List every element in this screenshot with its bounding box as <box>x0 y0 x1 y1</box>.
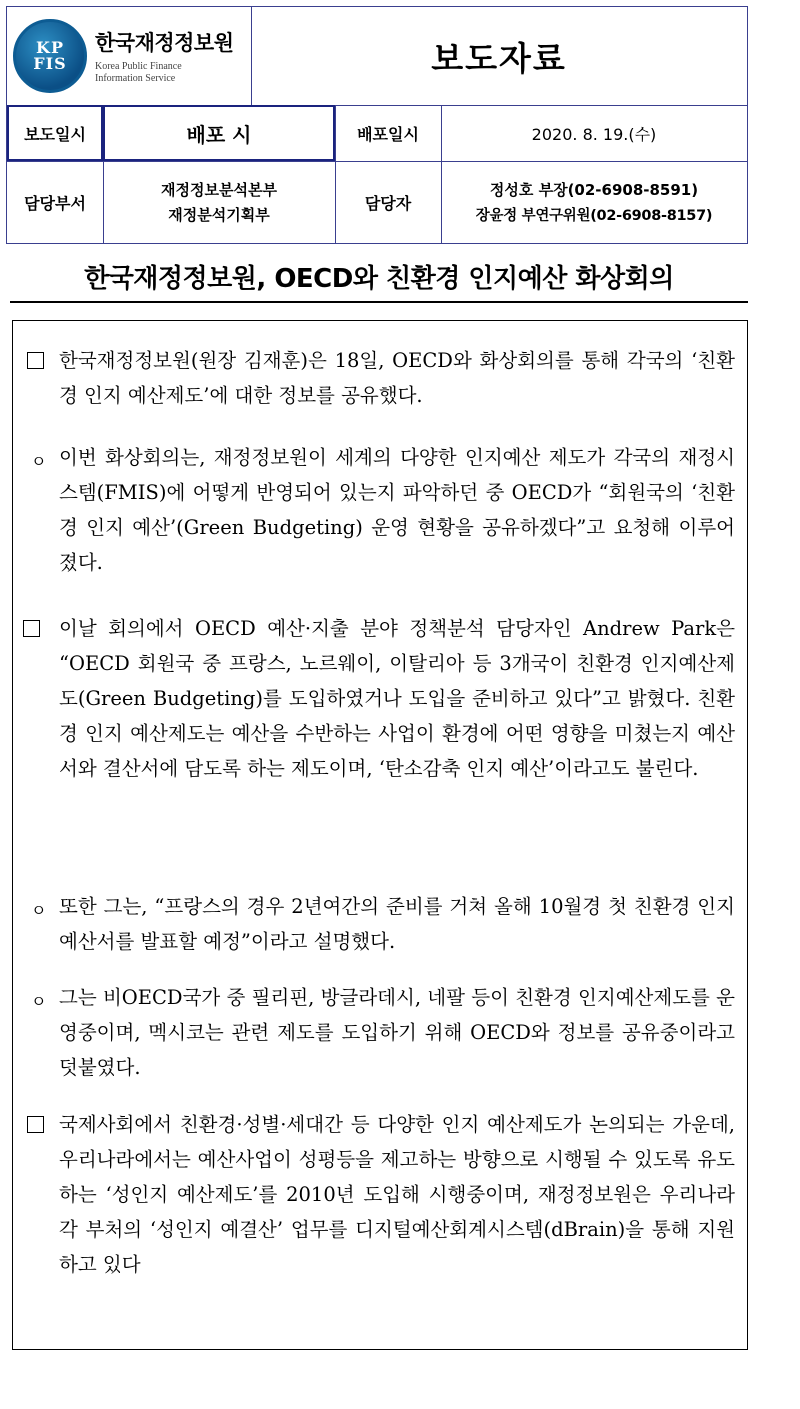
paragraph-4: 또한 그는, “프랑스의 경우 2년여간의 준비를 거쳐 올해 10월경 첫 친환경 인지예산서를 발표할 예정”이라고 설명했다. <box>59 895 735 953</box>
distribution-date-value: 2020. 8. 19.(수) <box>531 124 657 144</box>
department-line-1: 재정정보분석본부 <box>161 181 277 199</box>
square-bullet-icon <box>27 1116 44 1133</box>
org-name-english-1: Korea Public Finance <box>95 61 182 72</box>
department-line-2: 재정분석기획부 <box>168 206 270 224</box>
org-name-korean: 한국재정정보원 <box>95 31 234 55</box>
release-time-label: 보도일시 <box>7 105 103 161</box>
press-release-header-table <box>6 6 748 244</box>
press-release-headline: 한국재정정보원, OECD와 친환경 인지예산 화상회의 <box>84 264 674 294</box>
paragraph-6: 국제사회에서 친환경·성별·세대간 등 다양한 인지 예산제도가 논의되는 가운데, 우리나라에서는 예산사업이 성평등을 제고하는 방향으로 시행될 수 있도록 유도하는 ‘성인지 예산제도’를 2010년 도입해 시행중이며, 재정정보원은 우리나라 각 부처의 ‘성인지 예결산’ 업무를 디지털예산회계시스템(dBrain)을 통해 지원하고 있다 <box>59 1113 735 1276</box>
release-time-value: 배포 시 <box>103 105 335 161</box>
circle-bullet-icon: ㅇ <box>31 901 47 920</box>
org-logo-block <box>7 7 251 105</box>
contact-line-2: 장윤정 부연구위원(02-6908-8157) <box>475 208 713 224</box>
logo-text-top: KP <box>36 38 64 57</box>
document-type-title: 보도자료 <box>431 38 567 78</box>
contact-label: 담당자 <box>364 193 412 213</box>
paragraph-1: 한국재정정보원(원장 김재훈)은 18일, OECD와 화상회의를 통해 각국의 ‘친환경 인지 예산제도’에 대한 정보를 공유했다. <box>59 349 735 407</box>
paragraph-5: 그는 비OECD국가 중 필리핀, 방글라데시, 네팔 등이 친환경 인지예산제도를 운영중이며, 멕시코는 관련 제도를 도입하기 위해 OECD와 정보를 공유중이라고 덧붙였다. <box>59 986 735 1079</box>
kpfis-logo <box>13 19 87 93</box>
department-value <box>103 161 335 243</box>
headline-underline <box>10 301 748 303</box>
paragraph-3: 이날 회의에서 OECD 예산·지출 분야 정책분석 담당자인 Andrew Park은 “OECD 회원국 중 프랑스, 노르웨이, 이탈리아 등 3개국이 친환경 인지예산제도(Green Budgeting)를 도입하였거나 도입을 준비하고 있다”고 밝혔다. 친환경 인지 예산제도는 예산을 수반하는 사업이 환경에 어떤 영향을 미쳤는지 예산서와 결산서에 담도록 하는 제도이며, ‘탄소감축 인지 예산’이라고도 불린다. <box>59 617 735 780</box>
contact-value <box>441 161 747 243</box>
contact-line-1: 정성호 부장(02-6908-8591) <box>489 181 699 199</box>
distribution-date-label: 배포일시 <box>357 124 419 144</box>
square-bullet-icon <box>23 620 40 637</box>
square-bullet-icon <box>27 352 44 369</box>
circle-bullet-icon: ㅇ <box>31 452 47 471</box>
logo-text-bottom: FIS <box>33 54 67 73</box>
department-label: 담당부서 <box>24 193 86 213</box>
circle-bullet-icon: ㅇ <box>31 992 47 1011</box>
org-name-english-2: Information Service <box>95 73 176 84</box>
paragraph-2: 이번 화상회의는, 재정정보원이 세계의 다양한 인지예산 제도가 각국의 재정시스템(FMIS)에 어떻게 반영되어 있는지 파악하던 중 OECD가 “회원국의 ‘친환경 인지 예산’(Green Budgeting) 운영 현황을 공유하겠다”고 요청해 이루어졌다. <box>59 446 735 574</box>
press-release-body <box>12 320 748 1350</box>
